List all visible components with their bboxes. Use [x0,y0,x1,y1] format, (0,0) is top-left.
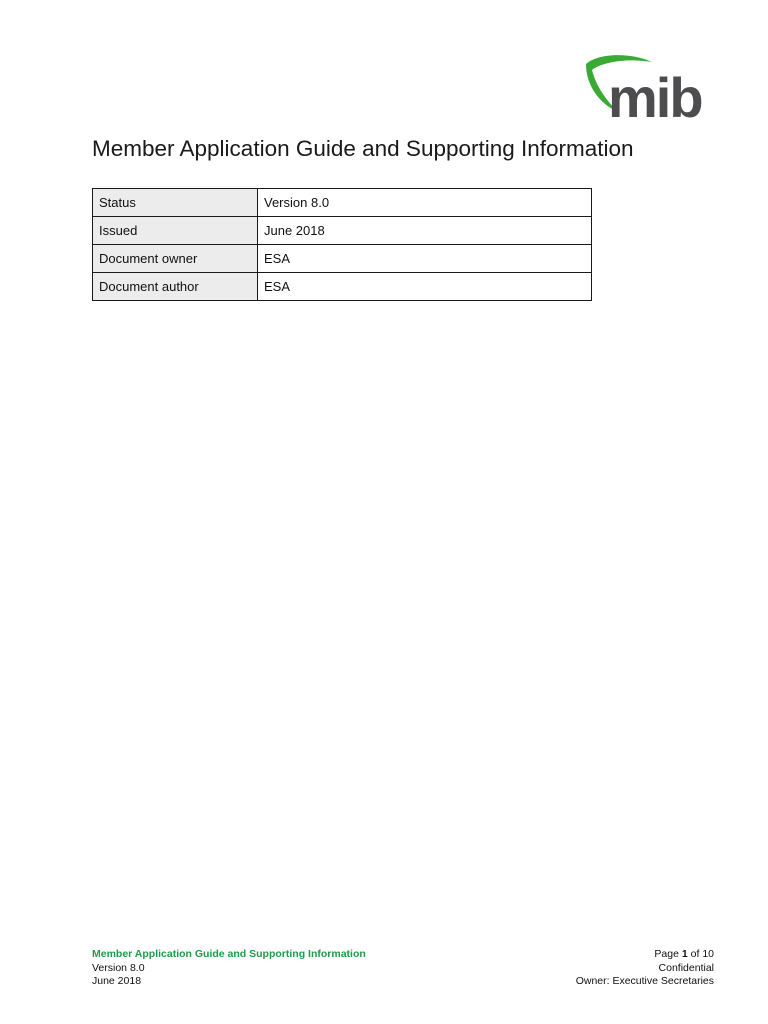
mib-logo [578,50,720,120]
footer-date: June 2018 [92,975,142,987]
row-label: Status [93,189,258,217]
table-row [93,245,592,273]
document-info-table [92,188,592,301]
row-label: Document author [93,273,258,301]
footer-classification: Confidential [658,961,714,974]
row-value: June 2018 [258,217,592,245]
row-value: ESA [258,273,592,301]
page-prefix: Page [654,948,679,960]
page-indicator [576,948,714,962]
page-number: 1 [681,948,688,960]
footer-right [576,948,714,989]
footer-document-title: Member Application Guide and Supporting Information [92,948,366,960]
row-label: Issued [93,217,258,245]
table-row [93,217,592,245]
row-value: Version 8.0 [258,189,592,217]
footer-owner: Owner: Executive Secretaries [575,975,714,987]
logo-wordmark: mib [608,66,702,120]
page-total: of 10 [690,948,714,960]
footer-left [92,948,366,989]
row-value: ESA [258,245,592,273]
row-label: Document owner [93,245,258,273]
footer-version: Version 8.0 [92,961,145,974]
table-row [93,189,592,217]
document-title: Member Application Guide and Supporting Information [92,136,634,161]
table-row [93,273,592,301]
